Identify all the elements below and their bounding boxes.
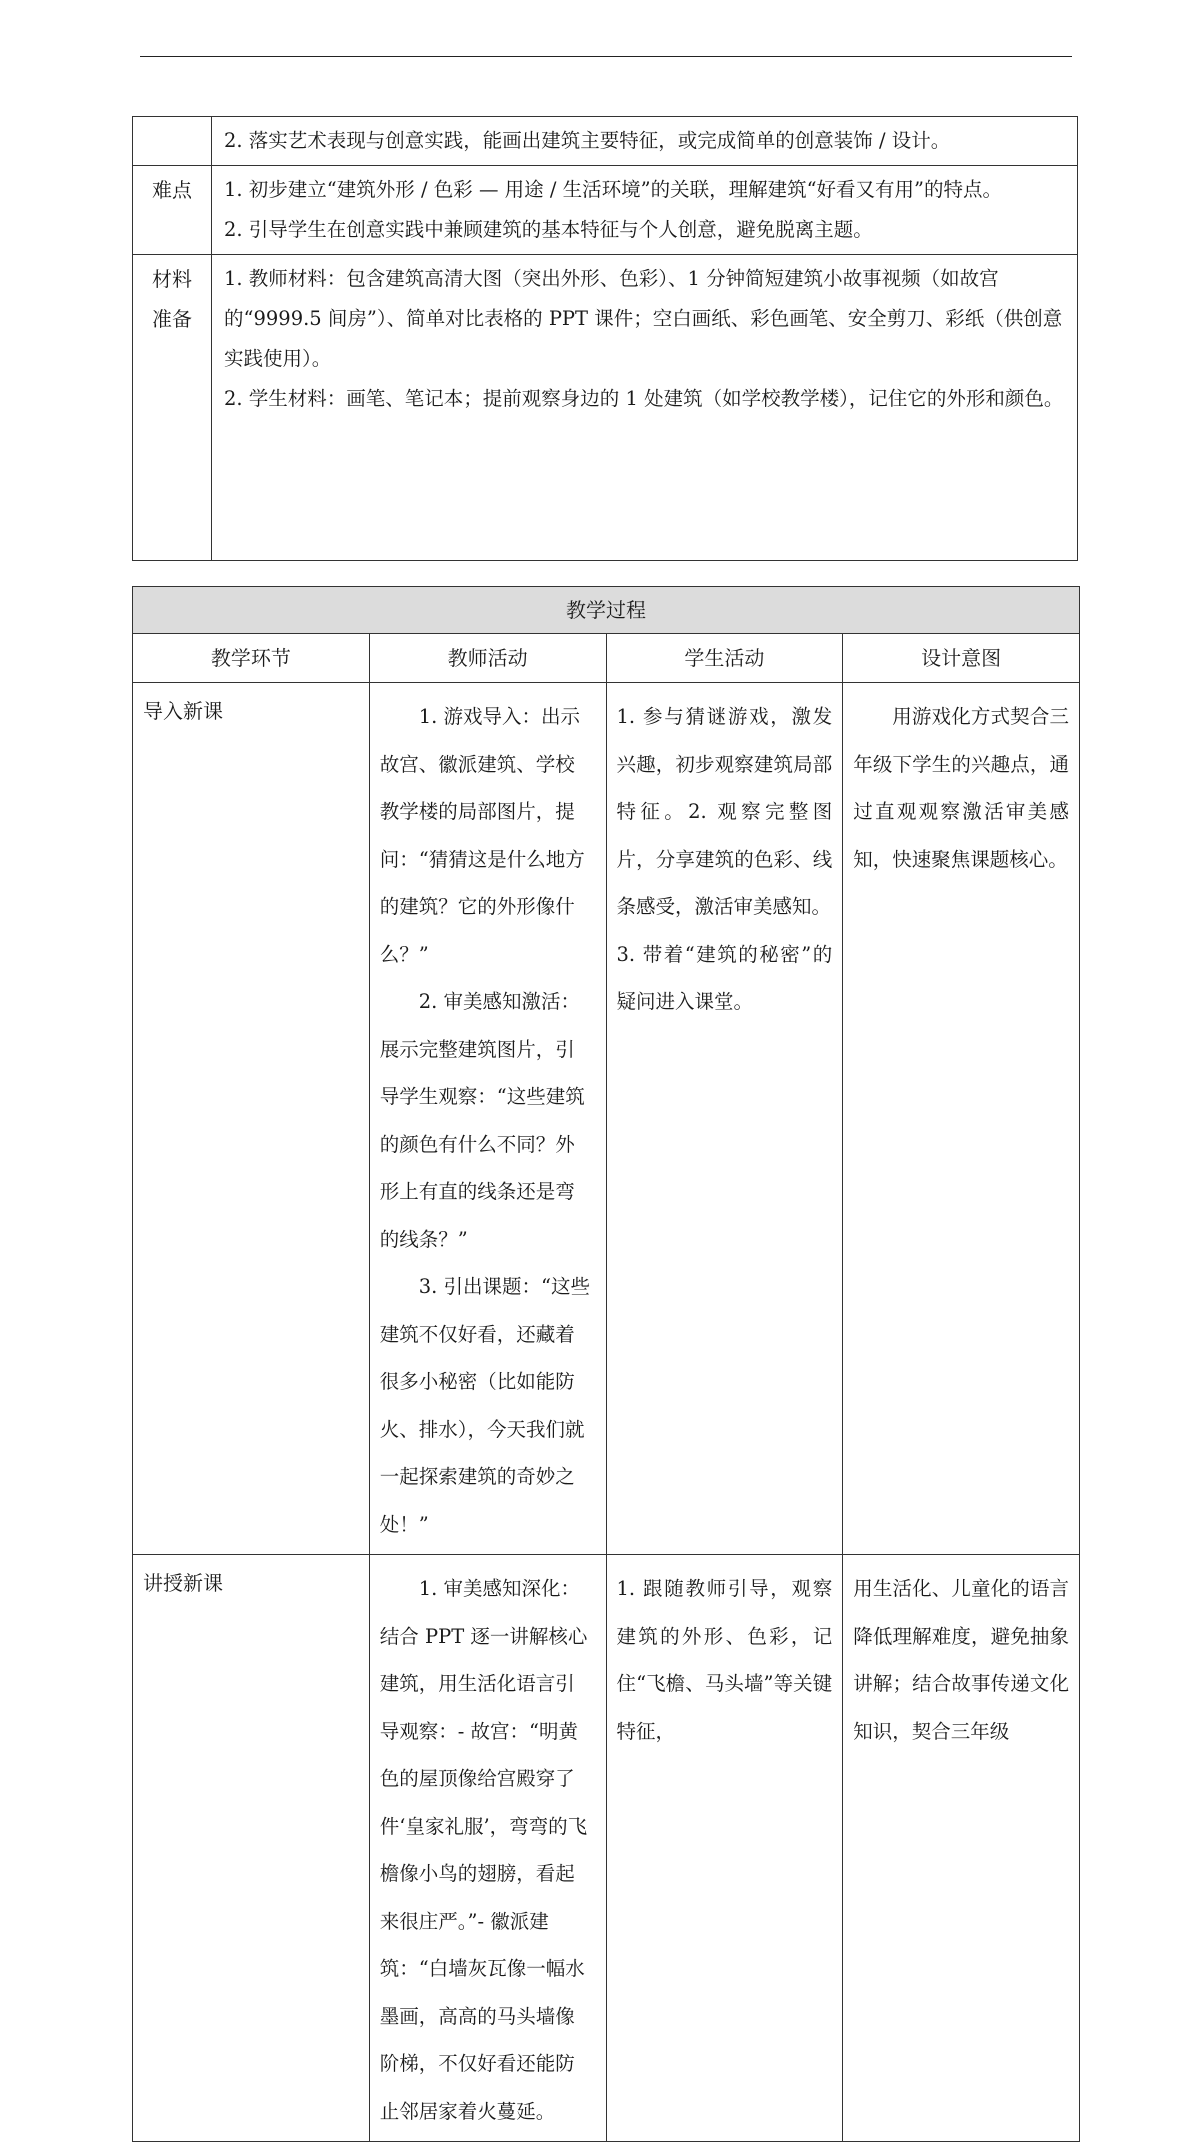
difficulty-item: 1. 初步建立“建筑外形 / 色彩 — 用途 / 生活环境”的关联，理解建筑“好看又有用”的特点。 bbox=[224, 178, 1003, 201]
difficulty-label: 难点 bbox=[133, 166, 212, 255]
goal-item: 2. 落实艺术表现与创意实践，能画出建筑主要特征，或完成简单的创意装饰 / 设计。 bbox=[224, 129, 951, 152]
teacher-activity-item: 2. 审美感知激活：展示完整建筑图片，引导学生观察：“这些建筑的颜色有什么不同？外形上有直的线条还是弯的线条？” bbox=[379, 990, 585, 1251]
header-intent: 设计意图 bbox=[843, 634, 1080, 683]
table-row bbox=[133, 683, 1080, 1555]
teaching-process-table bbox=[132, 586, 1080, 2142]
materials-label-cell bbox=[133, 255, 212, 561]
stage-cell: 导入新课 bbox=[133, 683, 370, 1555]
goal-row bbox=[133, 117, 1078, 166]
goal-content-cell bbox=[212, 117, 1078, 166]
header-stage: 教学环节 bbox=[133, 634, 370, 683]
process-title-row bbox=[133, 587, 1080, 634]
header-teacher: 教师活动 bbox=[369, 634, 606, 683]
design-intent-text: 用生活化、儿童化的语言降低理解难度，避免抽象讲解；结合故事传递文化知识，契合三年级 bbox=[853, 1577, 1069, 1743]
materials-row bbox=[133, 255, 1078, 561]
objectives-table bbox=[132, 116, 1078, 561]
student-activity-cell bbox=[606, 1555, 843, 2142]
materials-item: 2. 学生材料：画笔、笔记本；提前观察身边的 1 处建筑（如学校教学楼），记住它的外形和颜色。 bbox=[224, 387, 1064, 410]
materials-label-line: 材料 bbox=[152, 267, 192, 291]
materials-item: 1. 教师材料：包含建筑高清大图（突出外形、色彩）、1 分钟简短建筑小故事视频（如故宫的“9999.5 间房”）、简单对比表格的 PPT 课件；空白画纸、彩色画笔、安全剪刀、彩纸（供创意实践使用）。 bbox=[224, 267, 1063, 370]
table-row bbox=[133, 1555, 1080, 2142]
student-activity-item: 3. 带着“建筑的秘密”的疑问进入课堂。 bbox=[616, 942, 833, 1013]
student-activity-item: 1. 跟随教师引导，观察建筑的外形、色彩，记住“飞檐、马头墙”等关键特征， bbox=[616, 1577, 833, 1743]
design-intent-text: 用游戏化方式契合三年级下学生的兴趣点，通过直观观察激活审美感知，快速聚焦课题核心。 bbox=[853, 705, 1069, 871]
process-title: 教学过程 bbox=[133, 587, 1080, 634]
teacher-activity-item: 3. 引出课题：“这些建筑不仅好看，还藏着很多小秘密（比如能防火、排水），今天我们就一起探索建筑的奇妙之处！” bbox=[379, 1275, 591, 1536]
process-header-row bbox=[133, 634, 1080, 683]
teacher-activity-cell bbox=[369, 1555, 606, 2142]
design-intent-cell bbox=[843, 683, 1080, 1555]
teacher-activity-cell bbox=[369, 683, 606, 1555]
stage-cell: 讲授新课 bbox=[133, 1555, 370, 2142]
difficulty-item: 2. 引导学生在创意实践中兼顾建筑的基本特征与个人创意，避免脱离主题。 bbox=[224, 218, 873, 241]
header-rule bbox=[140, 56, 1072, 57]
student-activity-cell bbox=[606, 683, 843, 1555]
header-student: 学生活动 bbox=[606, 634, 843, 683]
design-intent-cell bbox=[843, 1555, 1080, 2142]
student-activity-item: 1. 参与猜谜游戏，激发兴趣，初步观察建筑局部特征。2. 观察完整图片，分享建筑的色彩、线条感受，激活审美感知。 bbox=[616, 705, 833, 918]
goal-label-cell bbox=[133, 117, 212, 166]
materials-content-cell bbox=[212, 255, 1078, 561]
materials-label-line: 准备 bbox=[152, 307, 192, 331]
difficulty-content-cell bbox=[212, 166, 1078, 255]
difficulty-row bbox=[133, 166, 1078, 255]
teacher-activity-item: 1. 审美感知深化：结合 PPT 逐一讲解核心建筑，用生活化语言引导观察：- 故宫：“明黄色的屋顶像给宫殿穿了件‘皇家礼服’，弯弯的飞檐像小鸟的翅膀，看起来很庄严。”- 徽派建筑：“白墙灰瓦像一幅水墨画，高高的马头墙像阶梯，不仅好看还能防止邻居家着火蔓延。 bbox=[379, 1577, 588, 2123]
teacher-activity-item: 1. 游戏导入：出示故宫、徽派建筑、学校教学楼的局部图片，提问：“猜猜这是什么地方的建筑？它的外形像什么？” bbox=[379, 705, 585, 966]
